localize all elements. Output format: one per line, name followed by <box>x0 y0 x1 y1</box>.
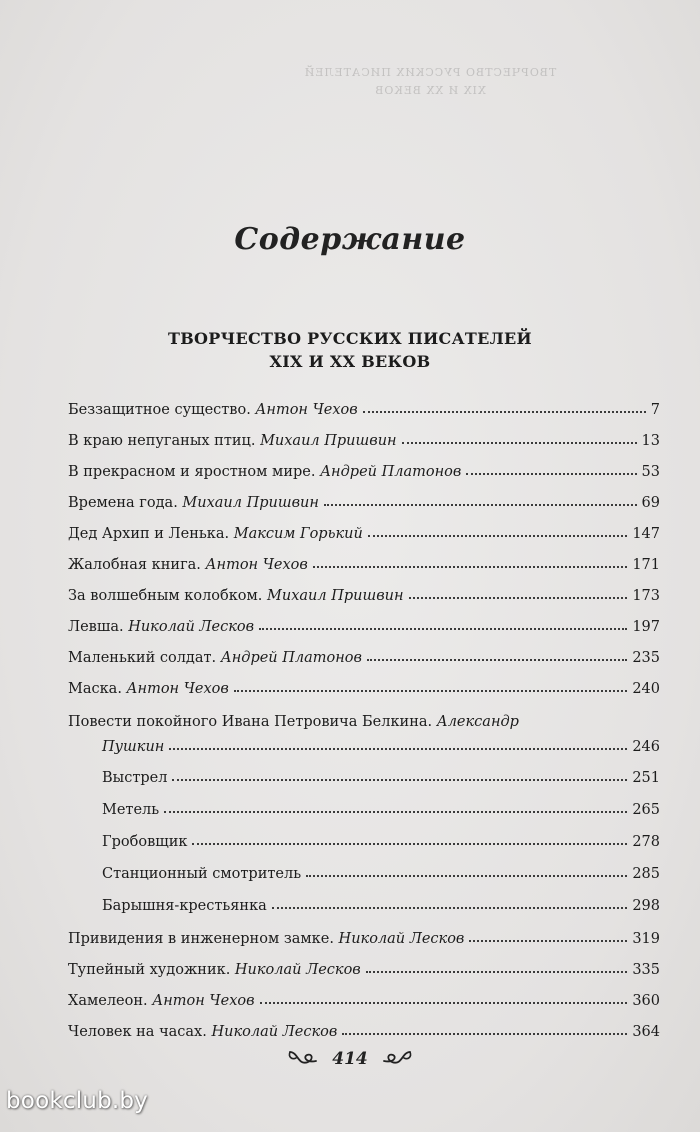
leader-dots <box>192 843 627 845</box>
toc-subentry[interactable] <box>102 762 660 786</box>
entry-page: 246 <box>632 739 660 755</box>
toc-entry[interactable] <box>68 611 660 635</box>
toc-entry[interactable] <box>68 954 660 978</box>
entry-page: 240 <box>632 681 660 697</box>
section-title <box>0 327 700 373</box>
toc-entry[interactable] <box>68 923 660 947</box>
entry-author: Николай Лесков <box>338 931 465 947</box>
entry-author: Антон Чехов <box>152 993 255 1009</box>
leader-dots <box>366 971 628 973</box>
entry-author: Андрей Платонов <box>320 464 462 480</box>
entry-title: В краю непуганых птиц. <box>68 433 256 449</box>
leader-dots <box>402 442 637 444</box>
leader-dots <box>164 811 627 813</box>
entry-author: Михаил Пришвин <box>267 588 404 604</box>
entry-title: Маленький солдат. <box>68 650 217 666</box>
bleed-line-1: ТВОРЧЕСТВО РУССКИХ ПИСАТЕЛЕЙ <box>303 66 557 79</box>
page-number: 414 <box>332 1048 368 1069</box>
bleed-through-text <box>250 64 610 100</box>
toc-entry[interactable] <box>68 425 660 449</box>
toc-entry[interactable] <box>68 518 660 542</box>
entry-author: Антон Чехов <box>255 402 358 418</box>
toc-entry[interactable] <box>68 1016 660 1040</box>
entry-title: Времена года. <box>68 495 178 511</box>
toc-subentry[interactable] <box>102 858 660 882</box>
leader-dots <box>306 875 627 877</box>
entry-author: Антон Чехов <box>126 681 229 697</box>
entry-title: Тупейный художник. <box>68 962 231 978</box>
leader-dots <box>313 566 627 568</box>
entry-page: 251 <box>632 770 660 786</box>
leader-dots <box>259 628 627 630</box>
leader-dots <box>172 779 627 781</box>
entry-page: 171 <box>632 557 660 573</box>
leader-dots <box>342 1033 627 1035</box>
toc-entry[interactable] <box>68 456 660 480</box>
leader-dots <box>234 690 627 692</box>
section-title-line-2: XIX И XX ВЕКОВ <box>269 352 431 371</box>
toc-entry[interactable] <box>68 580 660 604</box>
entry-page: 319 <box>632 931 660 947</box>
entry-page: 147 <box>632 526 660 542</box>
entry-page: 360 <box>632 993 660 1009</box>
entry-title: Выстрел <box>102 770 168 786</box>
toc-entry-multiline-first[interactable] <box>68 706 660 730</box>
entry-author: Николай Лесков <box>234 962 361 978</box>
entry-author: Антон Чехов <box>205 557 308 573</box>
toc-entry[interactable] <box>68 642 660 666</box>
entry-author: Александр <box>436 714 519 730</box>
entry-page: 173 <box>632 588 660 604</box>
entry-page: 285 <box>632 866 660 882</box>
entry-page: 69 <box>641 495 660 511</box>
toc-entry[interactable] <box>68 549 660 573</box>
entry-title: Барышня-крестьянка <box>102 898 267 914</box>
entry-page: 197 <box>632 619 660 635</box>
entry-page: 265 <box>632 802 660 818</box>
leader-dots <box>324 504 637 506</box>
entry-title: Маска. <box>68 681 122 697</box>
entry-title: В прекрасном и яростном мире. <box>68 464 316 480</box>
toc-entry[interactable] <box>68 394 660 418</box>
entry-page: 235 <box>632 650 660 666</box>
entry-author: Максим Горький <box>233 526 363 542</box>
toc-entry-multiline-second[interactable] <box>102 731 660 755</box>
entry-title: Человек на часах. <box>68 1024 207 1040</box>
entry-author: Николай Лесков <box>128 619 255 635</box>
leader-dots <box>363 411 646 413</box>
entry-title: Левша. <box>68 619 124 635</box>
entry-author: Михаил Пришвин <box>182 495 319 511</box>
section-title-line-1: ТВОРЧЕСТВО РУССКИХ ПИСАТЕЛЕЙ <box>168 329 532 348</box>
entry-page: 53 <box>641 464 660 480</box>
toc-subentry[interactable] <box>102 826 660 850</box>
entry-page: 13 <box>641 433 660 449</box>
entry-author: Андрей Платонов <box>220 650 362 666</box>
toc-entry[interactable] <box>68 673 660 697</box>
entry-title: Станционный смотритель <box>102 866 302 882</box>
entry-page: 335 <box>632 962 660 978</box>
toc-entry[interactable] <box>68 985 660 1009</box>
site-watermark: bookclub.by <box>6 1088 148 1114</box>
entry-title: Повести покойного Ивана Петровича Белкина. <box>68 714 433 730</box>
leader-dots <box>272 907 628 909</box>
leader-dots <box>169 748 627 750</box>
contents-heading: Содержание <box>234 222 466 257</box>
toc-subentry[interactable] <box>102 890 660 914</box>
entry-title: Беззащитное существо. <box>68 402 251 418</box>
leader-dots <box>367 659 627 661</box>
entry-page: 298 <box>632 898 660 914</box>
entry-title: Дед Архип и Ленька. <box>68 526 230 542</box>
page-footer <box>0 1048 700 1070</box>
left-ornament-icon <box>286 1048 320 1070</box>
entry-title: За волшебным колобком. <box>68 588 263 604</box>
leader-dots <box>466 473 636 475</box>
leader-dots <box>368 535 627 537</box>
leader-dots <box>469 940 627 942</box>
entry-page: 364 <box>632 1024 660 1040</box>
entry-author: Николай Лесков <box>211 1024 338 1040</box>
right-ornament-icon <box>380 1048 414 1070</box>
entry-author-continued: Пушкин <box>102 739 165 755</box>
entry-page: 278 <box>632 834 660 850</box>
entry-author: Михаил Пришвин <box>260 433 397 449</box>
leader-dots <box>260 1002 628 1004</box>
entry-title: Жалобная книга. <box>68 557 201 573</box>
entry-title: Привидения в инженерном замке. <box>68 931 334 947</box>
toc-entry[interactable] <box>68 487 660 511</box>
leader-dots <box>409 597 628 599</box>
toc-subentry[interactable] <box>102 794 660 818</box>
entry-title: Гробовщик <box>102 834 188 850</box>
bleed-line-2: XIX И XX ВЕКОВ <box>374 84 486 97</box>
entry-title: Хамелеон. <box>68 993 148 1009</box>
entry-page: 7 <box>650 402 660 418</box>
entry-title: Метель <box>102 802 160 818</box>
